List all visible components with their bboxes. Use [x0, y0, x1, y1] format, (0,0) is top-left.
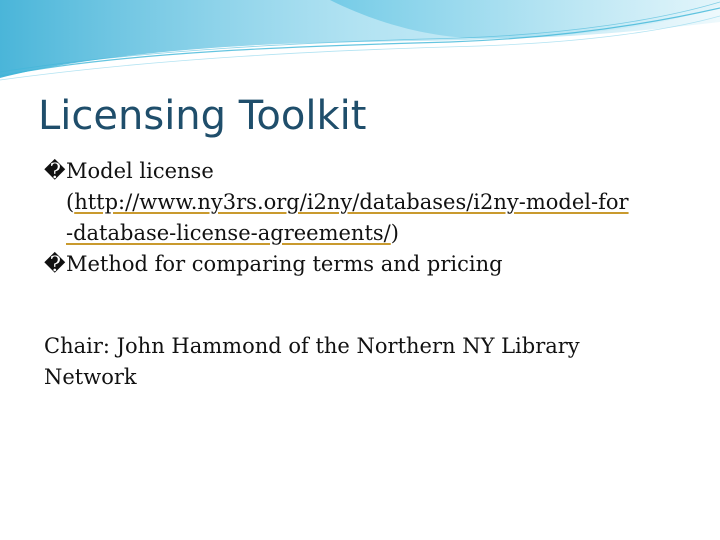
paren-open: (: [66, 190, 75, 214]
model-license-link-part2[interactable]: -database-license-agreements/: [66, 221, 391, 245]
paren-close: ): [390, 221, 399, 245]
bullet-label: Method for comparing terms and pricing: [66, 252, 503, 276]
bullet-line-2: [66, 187, 694, 218]
header-wave-decoration: [0, 0, 720, 90]
bullet-line-1: [66, 156, 694, 187]
bullet-label: Model license: [66, 159, 214, 183]
chair-line-1: Chair: John Hammond of the Northern NY Library: [44, 334, 580, 358]
bullet-marker-icon: �: [44, 252, 66, 276]
bullet-marker-icon: �: [44, 159, 66, 183]
bullet-line-3: [66, 218, 694, 249]
slide-title: Licensing Toolkit: [38, 93, 367, 139]
bullet-item-method: [44, 249, 694, 280]
chair-paragraph: [44, 331, 644, 393]
chair-line-2: Network: [44, 365, 137, 389]
bullet-list: [44, 156, 694, 280]
bullet-item-model-license: [44, 156, 694, 249]
model-license-link-part1[interactable]: http://www.ny3rs.org/i2ny/databases/i2ny-model-for: [74, 190, 629, 214]
